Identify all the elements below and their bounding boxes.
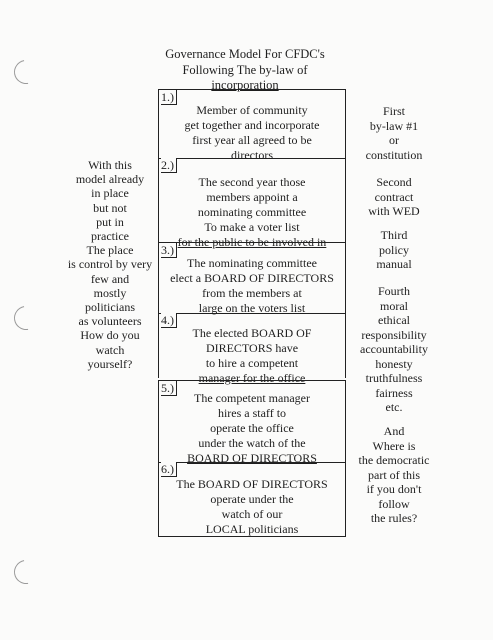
step-line: The nominating committee xyxy=(187,256,317,270)
step-box-6 xyxy=(158,462,346,537)
step-text xyxy=(159,175,345,250)
binder-hole-bottom xyxy=(9,555,42,588)
note-line: but not xyxy=(93,200,127,215)
step-line: first year all agreed to be xyxy=(192,133,312,147)
step-line: from the members at xyxy=(202,286,302,300)
note-line: put in xyxy=(96,214,124,229)
note-line: mostly xyxy=(93,285,127,300)
note-line: Fourth xyxy=(377,284,410,298)
note-line: responsibility xyxy=(361,327,427,342)
note-line: or xyxy=(389,133,399,147)
title-line: Governance Model For CFDC's xyxy=(165,47,325,61)
step-line: get together and incorporate xyxy=(184,118,320,132)
step-line: The elected BOARD OF xyxy=(192,326,312,340)
note-line: With this xyxy=(88,158,132,172)
note-line: moral xyxy=(380,298,408,313)
step-number: 2.) xyxy=(161,158,177,173)
note-line: practice xyxy=(91,229,129,244)
note-line: model already xyxy=(75,172,145,187)
step-box-4 xyxy=(158,313,346,385)
step-line: To make a voter list xyxy=(204,220,300,234)
step-line: LOCAL politicians xyxy=(205,522,299,536)
step-text xyxy=(159,391,345,466)
step-line: operate under the xyxy=(210,492,294,506)
title-line: Following The by-law of xyxy=(182,62,308,77)
step-text xyxy=(159,477,345,537)
right-note-third xyxy=(348,228,440,272)
note-line: the rules? xyxy=(370,511,418,525)
step-number: 1.) xyxy=(161,90,177,105)
note-line: etc. xyxy=(385,400,403,414)
step-line: under the watch of the xyxy=(198,436,306,450)
note-line: follow xyxy=(378,496,410,511)
note-line: honesty xyxy=(375,356,413,371)
note-line: First xyxy=(382,104,405,118)
right-note-second xyxy=(348,175,440,219)
step-line: hires a staff to xyxy=(217,406,287,420)
right-note-question xyxy=(348,424,440,526)
step-line: watch of our xyxy=(221,507,283,521)
step-line: BOARD OF DIRECTORS xyxy=(187,451,317,465)
note-line: in place xyxy=(91,186,129,201)
left-note xyxy=(60,158,160,371)
step-line: members appoint a xyxy=(206,190,298,204)
note-line: Second xyxy=(376,175,412,189)
step-line: large on the voters list xyxy=(198,301,306,315)
right-note-fourth xyxy=(348,284,440,415)
step-line: DIRECTORS have xyxy=(205,341,299,355)
note-line: Where is xyxy=(372,438,416,453)
step-number: 6.) xyxy=(161,462,177,477)
note-line: few and xyxy=(90,271,130,286)
right-note-first xyxy=(348,104,440,162)
note-line: with WED xyxy=(368,204,420,218)
step-line: for the public to be involved in xyxy=(177,235,327,249)
step-line: directors xyxy=(231,148,273,162)
step-line: Member of community xyxy=(196,103,308,117)
binder-hole-top xyxy=(9,55,42,88)
note-line: if you don't xyxy=(366,482,422,496)
step-box-1 xyxy=(158,89,346,162)
note-line: policy xyxy=(379,242,409,257)
document-title xyxy=(140,47,350,94)
note-line: accountability xyxy=(360,342,428,356)
step-text xyxy=(159,256,345,316)
step-text xyxy=(159,326,345,386)
step-line: manager for the office xyxy=(198,371,306,385)
note-line: truthfulness xyxy=(365,371,423,385)
step-text xyxy=(159,103,345,163)
step-line: The second year those xyxy=(198,175,306,189)
note-line: politicians xyxy=(85,300,135,315)
note-line: contract xyxy=(374,189,414,204)
step-box-3 xyxy=(158,242,346,314)
step-line: operate the office xyxy=(210,421,294,435)
note-line: the democratic xyxy=(358,453,430,467)
note-line: watch xyxy=(95,342,125,357)
step-line: The BOARD OF DIRECTORS xyxy=(176,477,328,491)
note-line: part of this xyxy=(368,467,420,482)
note-line: is control by very xyxy=(67,257,153,272)
step-number: 4.) xyxy=(161,313,177,328)
note-line: fairness xyxy=(375,385,413,400)
note-line: as volunteers xyxy=(78,314,142,329)
step-number: 3.) xyxy=(161,243,177,258)
step-line: elect a BOARD OF DIRECTORS xyxy=(170,271,334,285)
step-box-5 xyxy=(158,380,346,463)
title-line: incorporation xyxy=(211,78,279,92)
note-line: constitution xyxy=(365,147,423,162)
note-line: ethical xyxy=(378,313,410,327)
step-line: The competent manager xyxy=(194,391,310,405)
note-line: yourself? xyxy=(87,356,133,371)
step-number: 5.) xyxy=(161,381,177,396)
note-line: And xyxy=(383,424,405,438)
binder-hole-middle xyxy=(9,301,42,334)
note-line: How do you xyxy=(80,328,140,343)
step-line: nominating committee xyxy=(197,205,307,219)
step-line: to hire a competent xyxy=(205,356,299,370)
step-box-2 xyxy=(158,158,346,249)
note-line: The place xyxy=(86,243,134,258)
note-line: manual xyxy=(376,257,412,271)
note-line: by-law #1 xyxy=(369,118,419,133)
note-line: Third xyxy=(380,228,408,242)
